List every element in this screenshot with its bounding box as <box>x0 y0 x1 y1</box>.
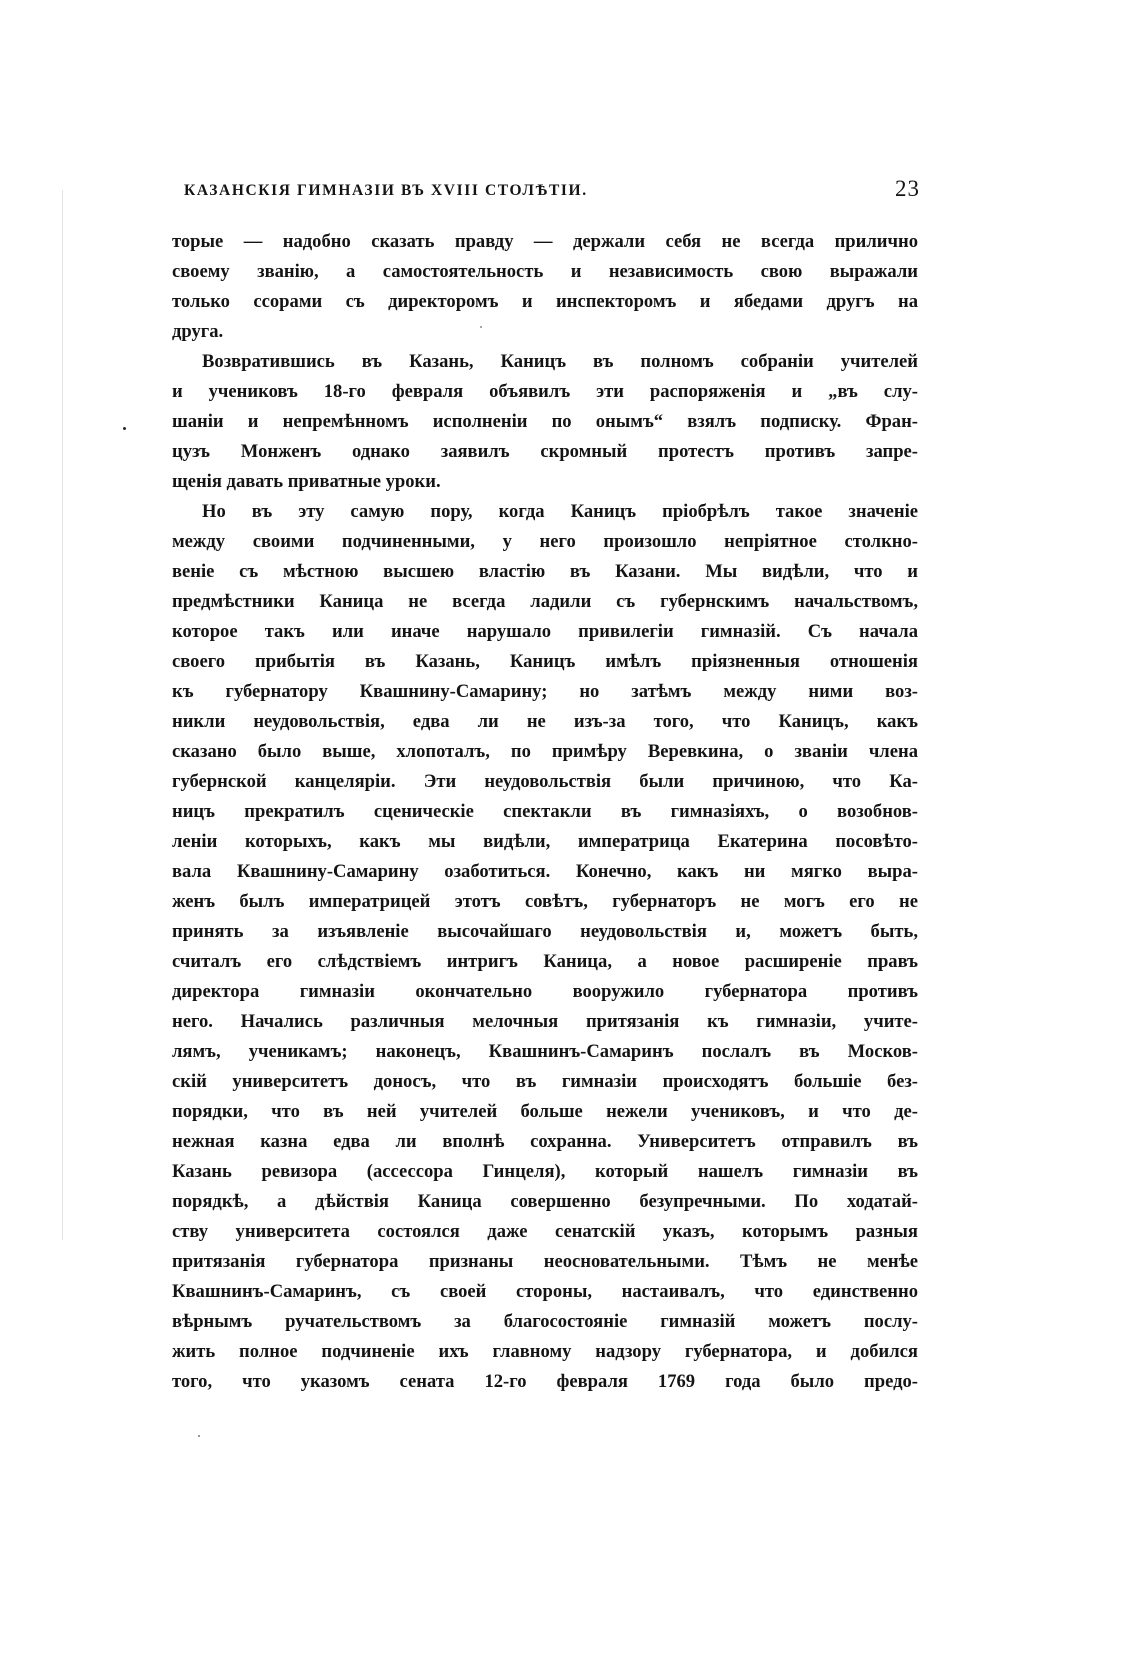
text-line: жить полное подчиненіе ихъ главному надзору губернатора, и добился <box>172 1341 918 1362</box>
text-line: Казань ревизора (ассессора Гинцеля), который нашелъ гимназіи въ <box>172 1161 918 1182</box>
text-line: и учениковъ 18-го февраля объявилъ эти распоряженія и „въ слу- <box>172 381 918 402</box>
running-title: КАЗАНСКІЯ ГИМНАЗІИ ВЪ XVIII СТОЛѢТІИ. <box>184 182 588 199</box>
body-text <box>172 227 918 1397</box>
text-line: порядкѣ, а дѣйствія Каница совершенно безупречными. По ходатай- <box>172 1191 918 1212</box>
text-line: сказано было выше, хлопоталъ, по примѣру Веревкина, о званіи члена <box>172 741 918 762</box>
text-line: нежная казна едва ли вполнѣ сохранна. Университетъ отправилъ въ <box>172 1131 918 1152</box>
text-line: Квашнинъ-Самаринъ, съ своей стороны, настаивалъ, что единственно <box>172 1281 918 1302</box>
text-line: къ губернатору Квашнину-Самарину; но затѣмъ между ними воз- <box>172 681 918 702</box>
page-number: 23 <box>895 176 920 201</box>
text-line: друга. <box>172 321 224 342</box>
text-line: Возвратившись въ Казань, Каницъ въ полномъ собраніи учителей <box>202 351 918 372</box>
text-line: Но въ эту самую пору, когда Каницъ пріобрѣлъ такое значеніе <box>202 501 918 522</box>
text-line: вала Квашнину-Самарину озаботиться. Конечно, какъ ни мягко выра- <box>172 861 918 882</box>
text-line: притязанія губернатора признаны неосновательными. Тѣмъ не менѣе <box>172 1251 918 1272</box>
text-line: веніе съ мѣстною высшею властію въ Казани. Мы видѣли, что и <box>172 561 918 582</box>
text-line: торые — надобно сказать правду — держали себя не всегда прилично <box>172 231 918 252</box>
text-line: него. Начались различныя мелочныя притязанія къ гимназіи, учите- <box>172 1011 918 1032</box>
text-line: ству университета состоялся даже сенатскій указъ, которымъ разныя <box>172 1221 918 1242</box>
text-line: только ссорами съ директоромъ и инспекторомъ и ябедами другъ на <box>172 291 918 312</box>
text-line: щенія давать приватные уроки. <box>172 471 441 492</box>
text-line: которое такъ или иначе нарушало привилегіи гимназій. Съ начала <box>172 621 918 642</box>
text-line: ницъ прекратилъ сценическіе спектакли въ гимназіяхъ, о возобнов- <box>172 801 918 822</box>
ink-speck <box>198 1435 200 1437</box>
text-line: губернской канцеляріи. Эти неудовольствія были причиною, что Ка- <box>172 771 918 792</box>
text-line: никли неудовольствія, едва ли не изъ-за того, что Каницъ, какъ <box>172 711 918 732</box>
ink-speck <box>123 427 126 430</box>
text-line: шаніи и непремѣнномъ исполненіи по онымъ“ взялъ подписку. Фран- <box>172 411 918 432</box>
text-line: своему званію, а самостоятельность и независимость свою выражали <box>172 261 918 282</box>
text-line: женъ былъ императрицей этотъ совѣтъ, губернаторъ не могъ его не <box>172 891 918 912</box>
text-line: цузъ Монженъ однако заявилъ скромный протестъ противъ запре- <box>172 441 918 462</box>
text-line: того, что указомъ сената 12-го февраля 1769 года было предо- <box>172 1371 918 1392</box>
text-line: принять за изъявленіе высочайшаго неудовольствія и, можетъ быть, <box>172 921 918 942</box>
running-header <box>172 176 920 206</box>
text-line: считалъ его слѣдствіемъ интригъ Каница, а новое расширеніе правъ <box>172 951 918 972</box>
text-line: леніи которыхъ, какъ мы видѣли, императрица Екатерина посовѣто- <box>172 831 918 852</box>
text-line: скій университетъ доносъ, что въ гимназіи происходятъ большіе без- <box>172 1071 918 1092</box>
text-line: между своими подчиненными, у него произошло непріятное столкно- <box>172 531 918 552</box>
text-line: порядки, что въ ней учителей больше нежели учениковъ, и что де- <box>172 1101 918 1122</box>
text-line: вѣрнымъ ручательствомъ за благосостояніе гимназій можетъ послу- <box>172 1311 918 1332</box>
text-line: своего прибытія въ Казань, Каницъ имѣлъ пріязненныя отношенія <box>172 651 918 672</box>
text-line: директора гимназіи окончательно вооружило губернатора противъ <box>172 981 918 1002</box>
text-line: предмѣстники Каница не всегда ладили съ губернскимъ начальствомъ, <box>172 591 918 612</box>
binding-shadow-line <box>62 190 63 1240</box>
text-line: лямъ, ученикамъ; наконецъ, Квашнинъ-Самаринъ послалъ въ Москов- <box>172 1041 918 1062</box>
